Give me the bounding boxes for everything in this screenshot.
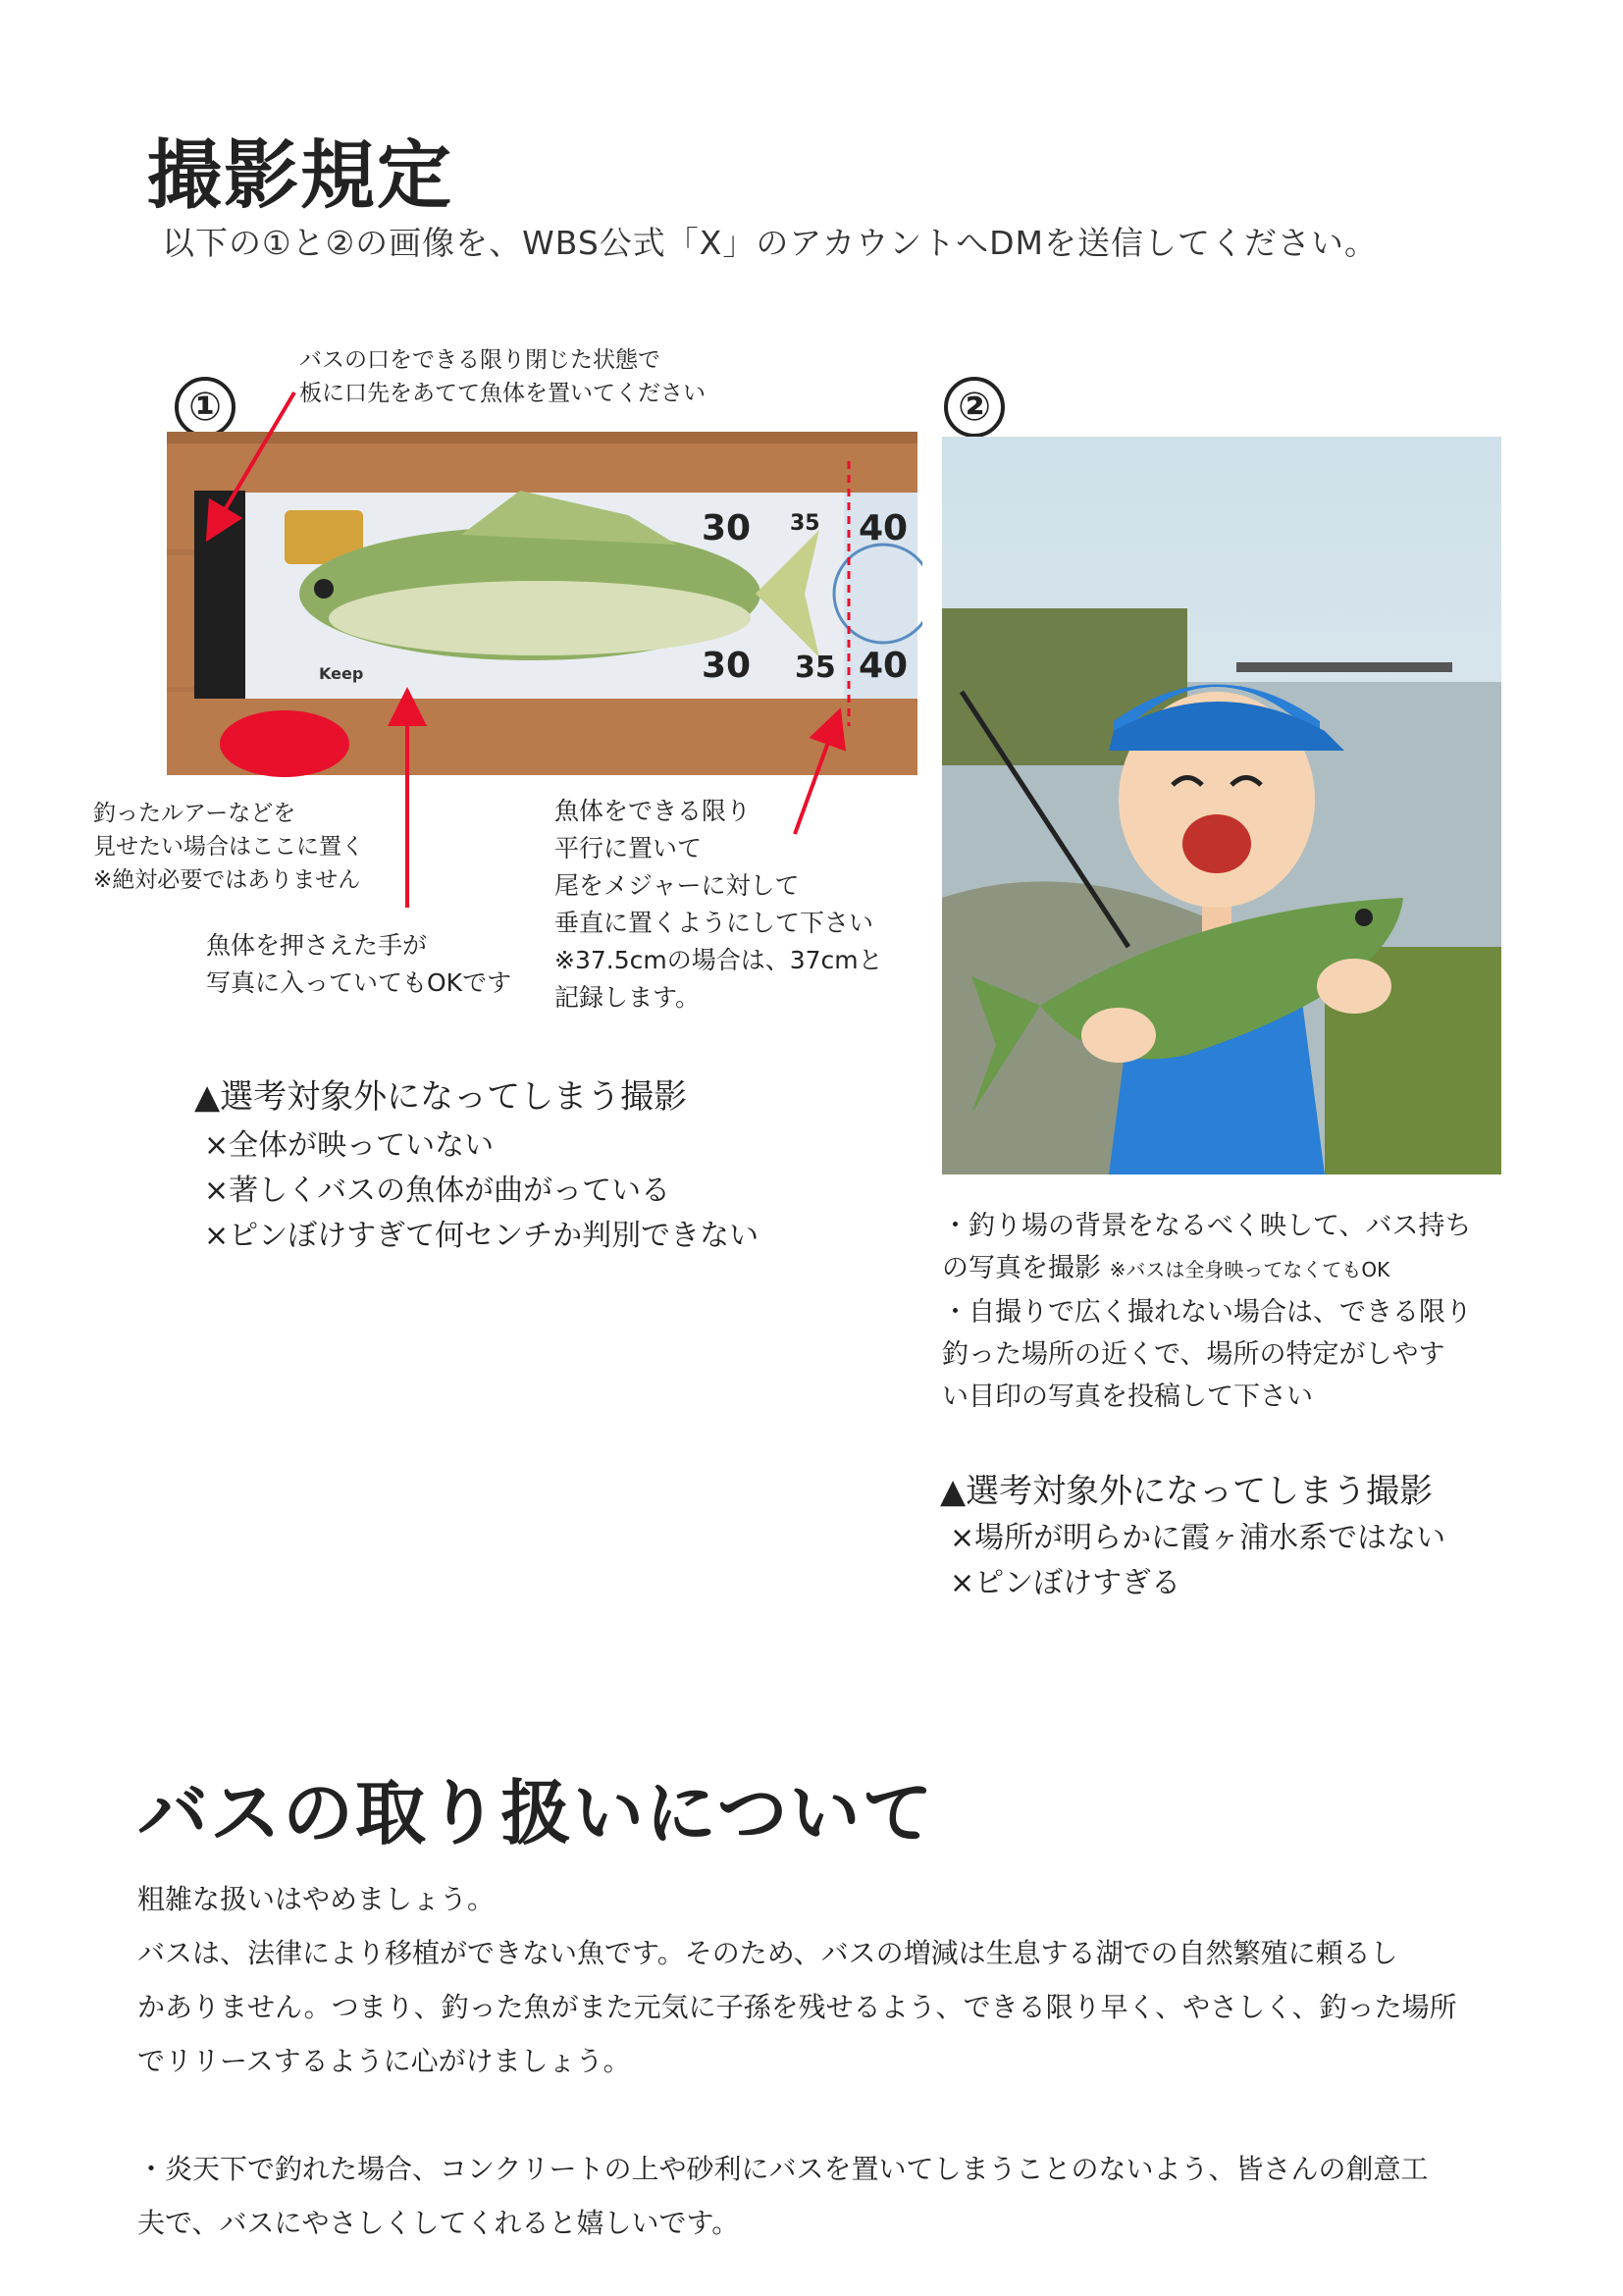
tail-note-line: 魚体をできる限り xyxy=(554,797,752,825)
ruler-number: 30 xyxy=(702,646,752,686)
ruler-number: 40 xyxy=(859,508,909,548)
lure-note-line: 釣ったルアーなどを xyxy=(93,801,296,826)
photo2-note-line: 釣った場所の近くで、場所の特定がしやす xyxy=(942,1339,1445,1370)
photo2-notes xyxy=(942,1205,1472,1418)
photo2-note-line xyxy=(942,1247,1472,1291)
photo2-note-line: ・自撮りで広く撮れない場合は、できる限り xyxy=(942,1297,1472,1328)
top-note-line: 板に口先をあてて魚体を置いてください xyxy=(299,381,706,406)
handling-para3-line: 夫で、バスにやさしくしてくれると嬉しいです。 xyxy=(137,2207,740,2239)
angler-mouth xyxy=(1182,814,1251,873)
warn1-item: ×全体が映っていない xyxy=(204,1128,495,1163)
section-subtitle: 以下の①と②の画像を、WBS公式「X」のアカウントへDMを送信してください。 xyxy=(162,224,1378,262)
warn1-heading: ▲選考対象外になってしまう撮影 xyxy=(194,1077,688,1117)
ruler-keep-text: Keep xyxy=(319,664,364,683)
tail-note-line: 記録します。 xyxy=(554,983,701,1012)
handling-para2-line: でリリースするように心がけましょう。 xyxy=(137,2045,631,2077)
ruler-number: 35 xyxy=(795,651,836,685)
handling-para2-line: バスは、法律により移植ができない魚です。そのため、バスの増減は生息する湖での自然繁殖に頼るし xyxy=(137,1937,1398,1969)
ruler-number: 35 xyxy=(790,511,820,536)
section-title-handling: バスの取り扱いについて xyxy=(137,1772,935,1854)
photo1-number: ① xyxy=(175,377,236,438)
photo2-note-line: ・釣り場の背景をなるべく映して、バス持ち xyxy=(942,1211,1472,1241)
arrow-mouth xyxy=(216,392,294,525)
warn1-item: ×ピンぼけすぎて何センチか判別できない xyxy=(204,1219,759,1253)
warn2-block xyxy=(940,1464,1445,1606)
tail-note-line: 垂直に置くようにして下さい xyxy=(554,909,874,937)
hand-note-line: 魚体を押さえた手が xyxy=(206,931,428,960)
warn1-item: ×著しくバスの魚体が曲がっている xyxy=(204,1174,671,1208)
held-bass-eye xyxy=(1355,909,1373,926)
hand-note-line: 写真に入っていてもOKです xyxy=(206,968,512,997)
tail-note xyxy=(554,793,883,1017)
paragraph-gap xyxy=(137,2088,1541,2142)
tail-note-line: 尾をメジャーに対して xyxy=(554,871,800,900)
angler-hand xyxy=(1317,959,1391,1014)
photo2-angler-image xyxy=(942,437,1501,1174)
hand-note xyxy=(206,927,511,1002)
pier xyxy=(1236,662,1452,672)
warn1-block xyxy=(194,1070,759,1259)
ruler-number: 40 xyxy=(859,646,909,686)
photo2-number: ② xyxy=(944,377,1005,438)
lure-note-line: ※絶対必要ではありません xyxy=(93,867,361,893)
photo2-note-text: の写真を撮影 xyxy=(942,1253,1101,1283)
warn2-heading: ▲選考対象外になってしまう撮影 xyxy=(940,1472,1434,1511)
ruler-number: 30 xyxy=(702,508,752,548)
tail-note-line: 平行に置いて xyxy=(554,834,703,862)
handling-para2-line: かありません。つまり、釣った魚がまた元気に子孫を残せるよう、できる限り早く、やさしく、釣った場所 xyxy=(137,1991,1457,2023)
top-note-line: バスの口をできる限り閉じた状態で xyxy=(299,347,660,373)
warn2-item: ×場所が明らかに霞ヶ浦水系ではない xyxy=(950,1521,1446,1555)
angler-hand xyxy=(1081,1008,1156,1063)
warn2-item: ×ピンぼけすぎる xyxy=(950,1566,1181,1600)
lure-note-line: 見せたい場合はここに置く xyxy=(93,834,364,860)
photo2-note-line: い目印の写真を投稿して下さい xyxy=(942,1382,1313,1412)
tail-note-line: ※37.5cmの場合は、37cmと xyxy=(554,946,883,974)
handling-para1: 粗雑な扱いはやめましょう。 xyxy=(137,1883,496,1915)
handling-body xyxy=(137,1872,1541,2250)
lure-note xyxy=(93,797,364,897)
handling-para3-line: ・炎天下で釣れた場合、コンクリートの上や砂利にバスを置いてしまうことのないよう、皆さんの創意工 xyxy=(137,2153,1429,2185)
photo2-note-small: ※バスは全身映ってなくてもOK xyxy=(1109,1258,1390,1281)
section-title-photo-rules: 撮影規定 xyxy=(147,131,453,219)
